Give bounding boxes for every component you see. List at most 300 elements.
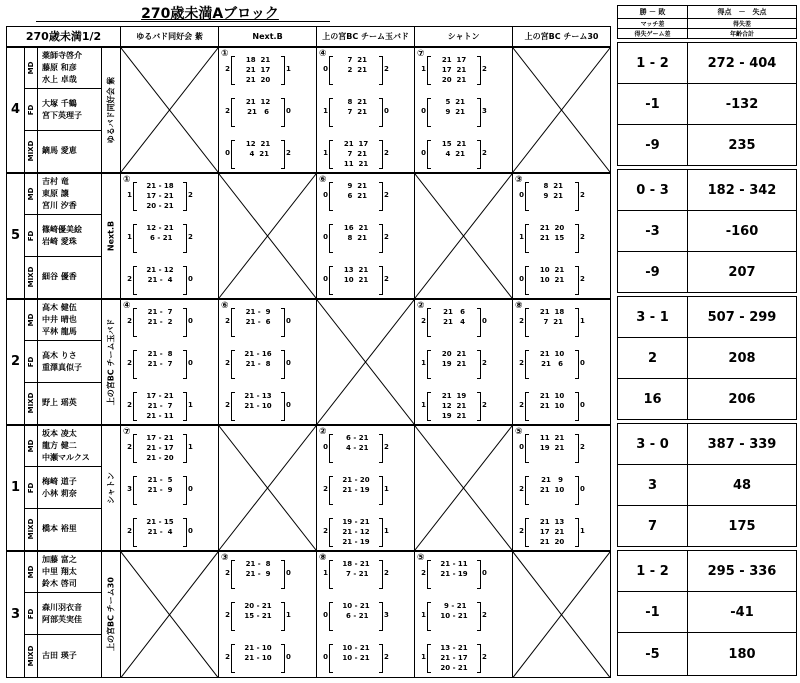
- rank-number: 5: [7, 173, 25, 299]
- match-result-cell: [219, 299, 317, 425]
- set-score: 18 - 21: [342, 559, 370, 568]
- player-name: 古田 瑛子: [42, 651, 77, 660]
- set-score: [433, 159, 475, 169]
- game-score-group: [225, 390, 291, 423]
- match-number: ③: [515, 174, 523, 185]
- summary-value: 507 - 299: [688, 297, 797, 338]
- games-won-left: 1: [519, 232, 525, 241]
- set-score: 4 21: [443, 149, 466, 158]
- game-score-group: [225, 138, 291, 171]
- rank-number: 2: [7, 299, 25, 425]
- set-score: [531, 243, 573, 253]
- player-name: 阿部芙実佳: [42, 614, 82, 624]
- summary-value: 0 - 3: [618, 170, 688, 211]
- match-number: ②: [417, 300, 425, 311]
- games-won-left: 1: [323, 106, 329, 115]
- games-won-left: 1: [127, 190, 133, 199]
- games-won-right: 2: [482, 358, 487, 367]
- games-won-left: 2: [519, 526, 525, 535]
- set-score: 21 - 7: [147, 401, 173, 410]
- match-result-cell: [121, 299, 219, 425]
- player-name: 宮下英理子: [42, 110, 82, 120]
- set-score: 21 - 10: [244, 401, 272, 410]
- set-score: [139, 243, 181, 253]
- event-type-label: MIXD: [27, 392, 35, 414]
- summary-value: 3 - 1: [618, 297, 688, 338]
- game-score-group: [323, 96, 389, 129]
- set-score: 21 - 16: [244, 349, 272, 358]
- set-score: 21 15: [539, 233, 565, 242]
- event-type-label: FD: [27, 608, 35, 619]
- game-score-group: [225, 348, 291, 381]
- set-score: 21 - 18: [146, 181, 174, 190]
- set-score: 21 13: [539, 517, 565, 526]
- set-score: [237, 369, 279, 379]
- player-names: [38, 257, 102, 299]
- set-score: [433, 327, 475, 337]
- games-won-left: 2: [127, 358, 133, 367]
- games-won-right: 0: [580, 484, 585, 493]
- games-won-left: 2: [225, 652, 231, 661]
- summary-value: -3: [618, 211, 688, 252]
- set-score: 9 - 21: [441, 601, 467, 610]
- game-score-group: [323, 180, 389, 213]
- set-score: 21 17: [441, 55, 467, 64]
- column-team-header: Next.B: [219, 27, 317, 47]
- set-score: 21 - 17: [146, 443, 174, 452]
- bracket-table: [6, 26, 611, 678]
- summary-sub-pointdiff: 得失差: [688, 19, 797, 29]
- games-won-left: 2: [127, 526, 133, 535]
- games-won-right: 1: [188, 400, 193, 409]
- games-won-left: 0: [323, 64, 329, 73]
- games-won-left: 2: [519, 316, 525, 325]
- set-score: 21 - 11: [440, 559, 468, 568]
- set-score: 21 6: [247, 107, 270, 116]
- player-name: 橋本 裕里: [42, 524, 77, 534]
- game-score-group: [421, 390, 487, 423]
- games-won-right: 0: [286, 106, 291, 115]
- set-score: [139, 537, 181, 547]
- match-result-cell: [415, 551, 513, 678]
- games-won-right: 3: [384, 610, 389, 619]
- set-score: [335, 579, 377, 589]
- player-names: [38, 551, 102, 593]
- empty-match-cell: [513, 47, 611, 173]
- set-score: 21 - 9: [245, 569, 271, 578]
- game-score-group: [323, 432, 389, 465]
- games-won-left: 1: [421, 400, 427, 409]
- set-score: 21 20: [539, 223, 565, 232]
- games-won-right: 2: [580, 190, 585, 199]
- games-won-right: 0: [286, 358, 291, 367]
- summary-sub-matchdiff: マッチ差: [618, 19, 688, 29]
- summary-value: 272 - 404: [688, 43, 797, 84]
- set-score: 19 21: [441, 411, 467, 420]
- match-number: ③: [221, 552, 229, 563]
- set-score: [531, 327, 573, 337]
- event-type-label: MIXD: [27, 518, 35, 540]
- set-score: 10 - 21: [342, 601, 370, 610]
- set-score: 9 21: [541, 191, 564, 200]
- set-score: 10 21: [343, 275, 369, 284]
- game-score-group: [225, 306, 291, 339]
- player-names: [38, 467, 102, 509]
- games-won-right: 2: [482, 652, 487, 661]
- game-score-group: [421, 138, 487, 171]
- column-team-header: ゆるバド同好会 紫: [121, 27, 219, 47]
- game-score-group: [323, 558, 389, 591]
- row-team-name: Next.B: [106, 220, 116, 251]
- match-result-cell: [513, 425, 611, 551]
- games-won-left: 2: [225, 64, 231, 73]
- rank-number: 4: [7, 47, 25, 173]
- summary-value: 182 - 342: [688, 170, 797, 211]
- match-result-cell: [513, 299, 611, 425]
- set-score: 20 21: [441, 75, 467, 84]
- cross-mark: [317, 300, 414, 424]
- player-names: [38, 89, 102, 131]
- player-name: 重澤真似子: [42, 362, 82, 372]
- summary-value: 48: [688, 465, 797, 506]
- set-score: 20 21: [441, 349, 467, 358]
- set-score: [139, 369, 181, 379]
- set-score: 13 - 21: [440, 643, 468, 652]
- match-number: ⑥: [221, 300, 229, 311]
- set-score: [335, 243, 377, 253]
- set-score: 4 - 21: [343, 443, 369, 452]
- set-score: [433, 369, 475, 379]
- game-score-group: [127, 432, 193, 465]
- set-score: 2 21: [345, 65, 368, 74]
- set-score: 21 - 9: [245, 307, 271, 316]
- set-score: [335, 75, 377, 85]
- set-score: 16 21: [343, 223, 369, 232]
- summary-value: -1: [618, 592, 688, 633]
- player-name: 高木 健伍: [42, 302, 77, 312]
- games-won-right: 2: [384, 148, 389, 157]
- game-score-group: [323, 600, 389, 633]
- game-score-group: [127, 348, 193, 381]
- empty-match-cell: [219, 425, 317, 551]
- set-score: [237, 411, 279, 421]
- games-won-right: 2: [286, 148, 291, 157]
- event-type-label: FD: [27, 356, 35, 367]
- match-result-cell: [317, 47, 415, 173]
- set-score: 21 - 11: [146, 411, 174, 420]
- summary-header-points: 得点 － 失点: [688, 6, 797, 19]
- game-score-group: [421, 348, 487, 381]
- summary-value: 208: [688, 338, 797, 379]
- game-score-group: [519, 222, 585, 255]
- games-won-left: 2: [225, 400, 231, 409]
- game-score-group: [323, 516, 389, 549]
- games-won-left: 0: [225, 148, 231, 157]
- set-score: [335, 201, 377, 211]
- games-won-right: 0: [286, 400, 291, 409]
- set-score: 17 - 21: [146, 191, 174, 200]
- games-won-right: 2: [384, 190, 389, 199]
- match-number: ①: [123, 174, 131, 185]
- game-score-group: [323, 222, 389, 255]
- games-won-left: 0: [421, 106, 427, 115]
- player-names: [38, 215, 102, 257]
- set-score: 18 21: [245, 55, 271, 64]
- games-won-right: 2: [384, 652, 389, 661]
- match-result-cell: [513, 173, 611, 299]
- match-number: ②: [319, 426, 327, 437]
- game-score-group: [225, 600, 291, 633]
- games-won-left: 2: [225, 568, 231, 577]
- games-won-right: 0: [580, 358, 585, 367]
- player-names: [38, 47, 102, 89]
- games-won-left: 0: [519, 442, 525, 451]
- player-name: 中井 晴也: [42, 314, 77, 324]
- summary-value: 207: [688, 252, 797, 293]
- set-score: 21 - 8: [245, 559, 271, 568]
- games-won-left: 2: [127, 274, 133, 283]
- summary-value: -1: [618, 84, 688, 125]
- set-score: 21 - 10: [244, 653, 272, 662]
- summary-value: 3 - 0: [618, 424, 688, 465]
- game-score-group: [127, 264, 193, 297]
- games-won-right: 2: [188, 232, 193, 241]
- cross-mark: [513, 48, 610, 172]
- rank-number: 3: [7, 551, 25, 678]
- set-score: [237, 663, 279, 673]
- set-score: [531, 201, 573, 211]
- game-score-group: [323, 642, 389, 675]
- set-score: [531, 495, 573, 505]
- event-type-label: MD: [27, 187, 35, 201]
- set-score: 20 - 21: [146, 201, 174, 210]
- match-result-cell: [317, 173, 415, 299]
- empty-match-cell: [121, 551, 219, 678]
- summary-value: -160: [688, 211, 797, 252]
- set-score: [433, 579, 475, 589]
- set-score: 21 6: [541, 359, 564, 368]
- set-score: [139, 327, 181, 337]
- set-score: 21 - 19: [342, 485, 370, 494]
- set-score: 7 21: [345, 55, 368, 64]
- set-score: 21 - 17: [440, 653, 468, 662]
- games-won-left: 1: [421, 64, 427, 73]
- event-type-label: MIXD: [27, 140, 35, 162]
- set-score: 10 - 21: [342, 643, 370, 652]
- set-score: [531, 411, 573, 421]
- set-score: 11 21: [343, 159, 369, 168]
- game-score-group: [421, 96, 487, 129]
- cross-mark: [219, 174, 316, 298]
- match-number: ①: [221, 48, 229, 59]
- player-name: 薬師寺啓介: [42, 50, 82, 60]
- games-won-right: 2: [580, 274, 585, 283]
- set-score: [335, 117, 377, 127]
- set-score: 7 21: [345, 149, 368, 158]
- event-type-label: MIXD: [27, 266, 35, 288]
- games-won-right: 0: [188, 526, 193, 535]
- set-score: 21 - 15: [146, 517, 174, 526]
- set-score: 21 18: [539, 307, 565, 316]
- games-won-left: 0: [519, 274, 525, 283]
- games-won-left: 2: [225, 610, 231, 619]
- games-won-left: 2: [127, 442, 133, 451]
- summary-value: 1 - 2: [618, 551, 688, 592]
- set-score: 10 21: [539, 265, 565, 274]
- player-name: 東原 譲: [42, 188, 69, 198]
- set-score: 21 - 20: [342, 475, 370, 484]
- set-score: 21 - 19: [440, 569, 468, 578]
- column-team-header: シャトン: [415, 27, 513, 47]
- set-score: [433, 621, 475, 631]
- game-score-group: [225, 558, 291, 591]
- set-score: 17 - 21: [146, 433, 174, 442]
- set-score: 20 - 21: [244, 601, 272, 610]
- match-result-cell: [219, 551, 317, 678]
- game-score-group: [421, 600, 487, 633]
- match-number: ⑧: [319, 552, 327, 563]
- set-score: 19 21: [441, 359, 467, 368]
- games-won-right: 0: [580, 400, 585, 409]
- set-score: 8 21: [541, 181, 564, 190]
- set-score: 4 21: [247, 149, 270, 158]
- match-number: ④: [123, 300, 131, 311]
- set-score: 21 - 20: [146, 453, 174, 462]
- set-score: [139, 495, 181, 505]
- games-won-left: 1: [421, 652, 427, 661]
- games-won-left: 2: [323, 484, 329, 493]
- game-score-group: [127, 390, 193, 423]
- set-score: 21 - 7: [147, 307, 173, 316]
- cross-mark: [415, 426, 512, 550]
- set-score: [237, 621, 279, 631]
- game-score-group: [225, 642, 291, 675]
- match-number: ⑦: [123, 426, 131, 437]
- summary-table: [617, 5, 797, 676]
- game-score-group: [421, 306, 487, 339]
- games-won-right: 2: [482, 400, 487, 409]
- set-score: 12 21: [245, 139, 271, 148]
- games-won-left: 2: [225, 106, 231, 115]
- set-score: 10 - 21: [440, 611, 468, 620]
- set-score: 6 21: [345, 191, 368, 200]
- player-names: [38, 509, 102, 551]
- set-score: 21 - 10: [244, 643, 272, 652]
- set-score: 21 - 8: [147, 349, 173, 358]
- games-won-right: 2: [384, 274, 389, 283]
- game-score-group: [519, 474, 585, 507]
- summary-value: -41: [688, 592, 797, 633]
- set-score: [433, 117, 475, 127]
- player-names: [38, 131, 102, 173]
- summary-value: 235: [688, 125, 797, 166]
- event-type-label: MD: [27, 565, 35, 579]
- set-score: [531, 285, 573, 295]
- game-score-group: [421, 558, 487, 591]
- set-score: 11 21: [539, 433, 565, 442]
- game-score-group: [519, 306, 585, 339]
- empty-match-cell: [219, 173, 317, 299]
- games-won-left: 2: [225, 358, 231, 367]
- player-name: 鏑馬 愛恵: [42, 146, 77, 156]
- set-score: 7 21: [345, 107, 368, 116]
- set-score: 6 - 21: [147, 233, 173, 242]
- games-won-left: 0: [323, 442, 329, 451]
- games-won-right: 2: [384, 442, 389, 451]
- game-score-group: [519, 432, 585, 465]
- set-score: 17 21: [441, 65, 467, 74]
- title-underline: [36, 21, 330, 22]
- games-won-right: 0: [286, 316, 291, 325]
- player-name: 細谷 優香: [42, 272, 77, 282]
- summary-sub-agetotal: 年齢合計: [688, 29, 797, 39]
- games-won-right: 0: [384, 106, 389, 115]
- match-result-cell: [121, 173, 219, 299]
- games-won-left: 0: [323, 652, 329, 661]
- set-score: 8 21: [345, 97, 368, 106]
- set-score: 13 21: [343, 265, 369, 274]
- set-score: 21 9: [541, 475, 564, 484]
- player-name: 平林 龍馬: [42, 326, 77, 336]
- player-names: [38, 593, 102, 635]
- player-name: 鈴木 啓司: [42, 578, 77, 588]
- event-type-label: FD: [27, 104, 35, 115]
- games-won-right: 1: [580, 316, 585, 325]
- set-score: [139, 285, 181, 295]
- summary-value: -5: [618, 633, 688, 676]
- games-won-left: 0: [421, 148, 427, 157]
- set-score: 5 21: [443, 97, 466, 106]
- match-number: ⑦: [417, 48, 425, 59]
- set-score: 21 6: [443, 307, 466, 316]
- match-number: ⑤: [515, 426, 523, 437]
- summary-value: 295 - 336: [688, 551, 797, 592]
- set-score: 17 21: [539, 527, 565, 536]
- empty-match-cell: [415, 425, 513, 551]
- set-score: 21 - 2: [147, 317, 173, 326]
- game-score-group: [519, 348, 585, 381]
- game-score-group: [323, 54, 389, 87]
- player-names: [38, 383, 102, 425]
- rank-number: 1: [7, 425, 25, 551]
- games-won-right: 0: [188, 358, 193, 367]
- set-score: 21 - 6: [245, 317, 271, 326]
- set-score: 21 10: [539, 401, 565, 410]
- player-names: [38, 173, 102, 215]
- set-score: [335, 663, 377, 673]
- games-won-left: 2: [421, 568, 427, 577]
- set-score: [335, 285, 377, 295]
- games-won-left: 1: [323, 148, 329, 157]
- game-score-group: [127, 180, 193, 213]
- set-score: 21 10: [539, 485, 565, 494]
- games-won-right: 0: [188, 484, 193, 493]
- game-score-group: [127, 474, 193, 507]
- player-name: 篠崎優美絵: [42, 224, 82, 234]
- game-score-group: [519, 264, 585, 297]
- game-score-group: [519, 516, 585, 549]
- games-won-left: 2: [519, 484, 525, 493]
- games-won-right: 2: [482, 64, 487, 73]
- games-won-left: 2: [519, 358, 525, 367]
- empty-match-cell: [121, 47, 219, 173]
- games-won-right: 2: [384, 64, 389, 73]
- games-won-left: 2: [519, 400, 525, 409]
- set-score: 19 21: [539, 443, 565, 452]
- set-score: 21 17: [245, 65, 271, 74]
- set-score: 21 - 12: [146, 265, 174, 274]
- player-names: [38, 299, 102, 341]
